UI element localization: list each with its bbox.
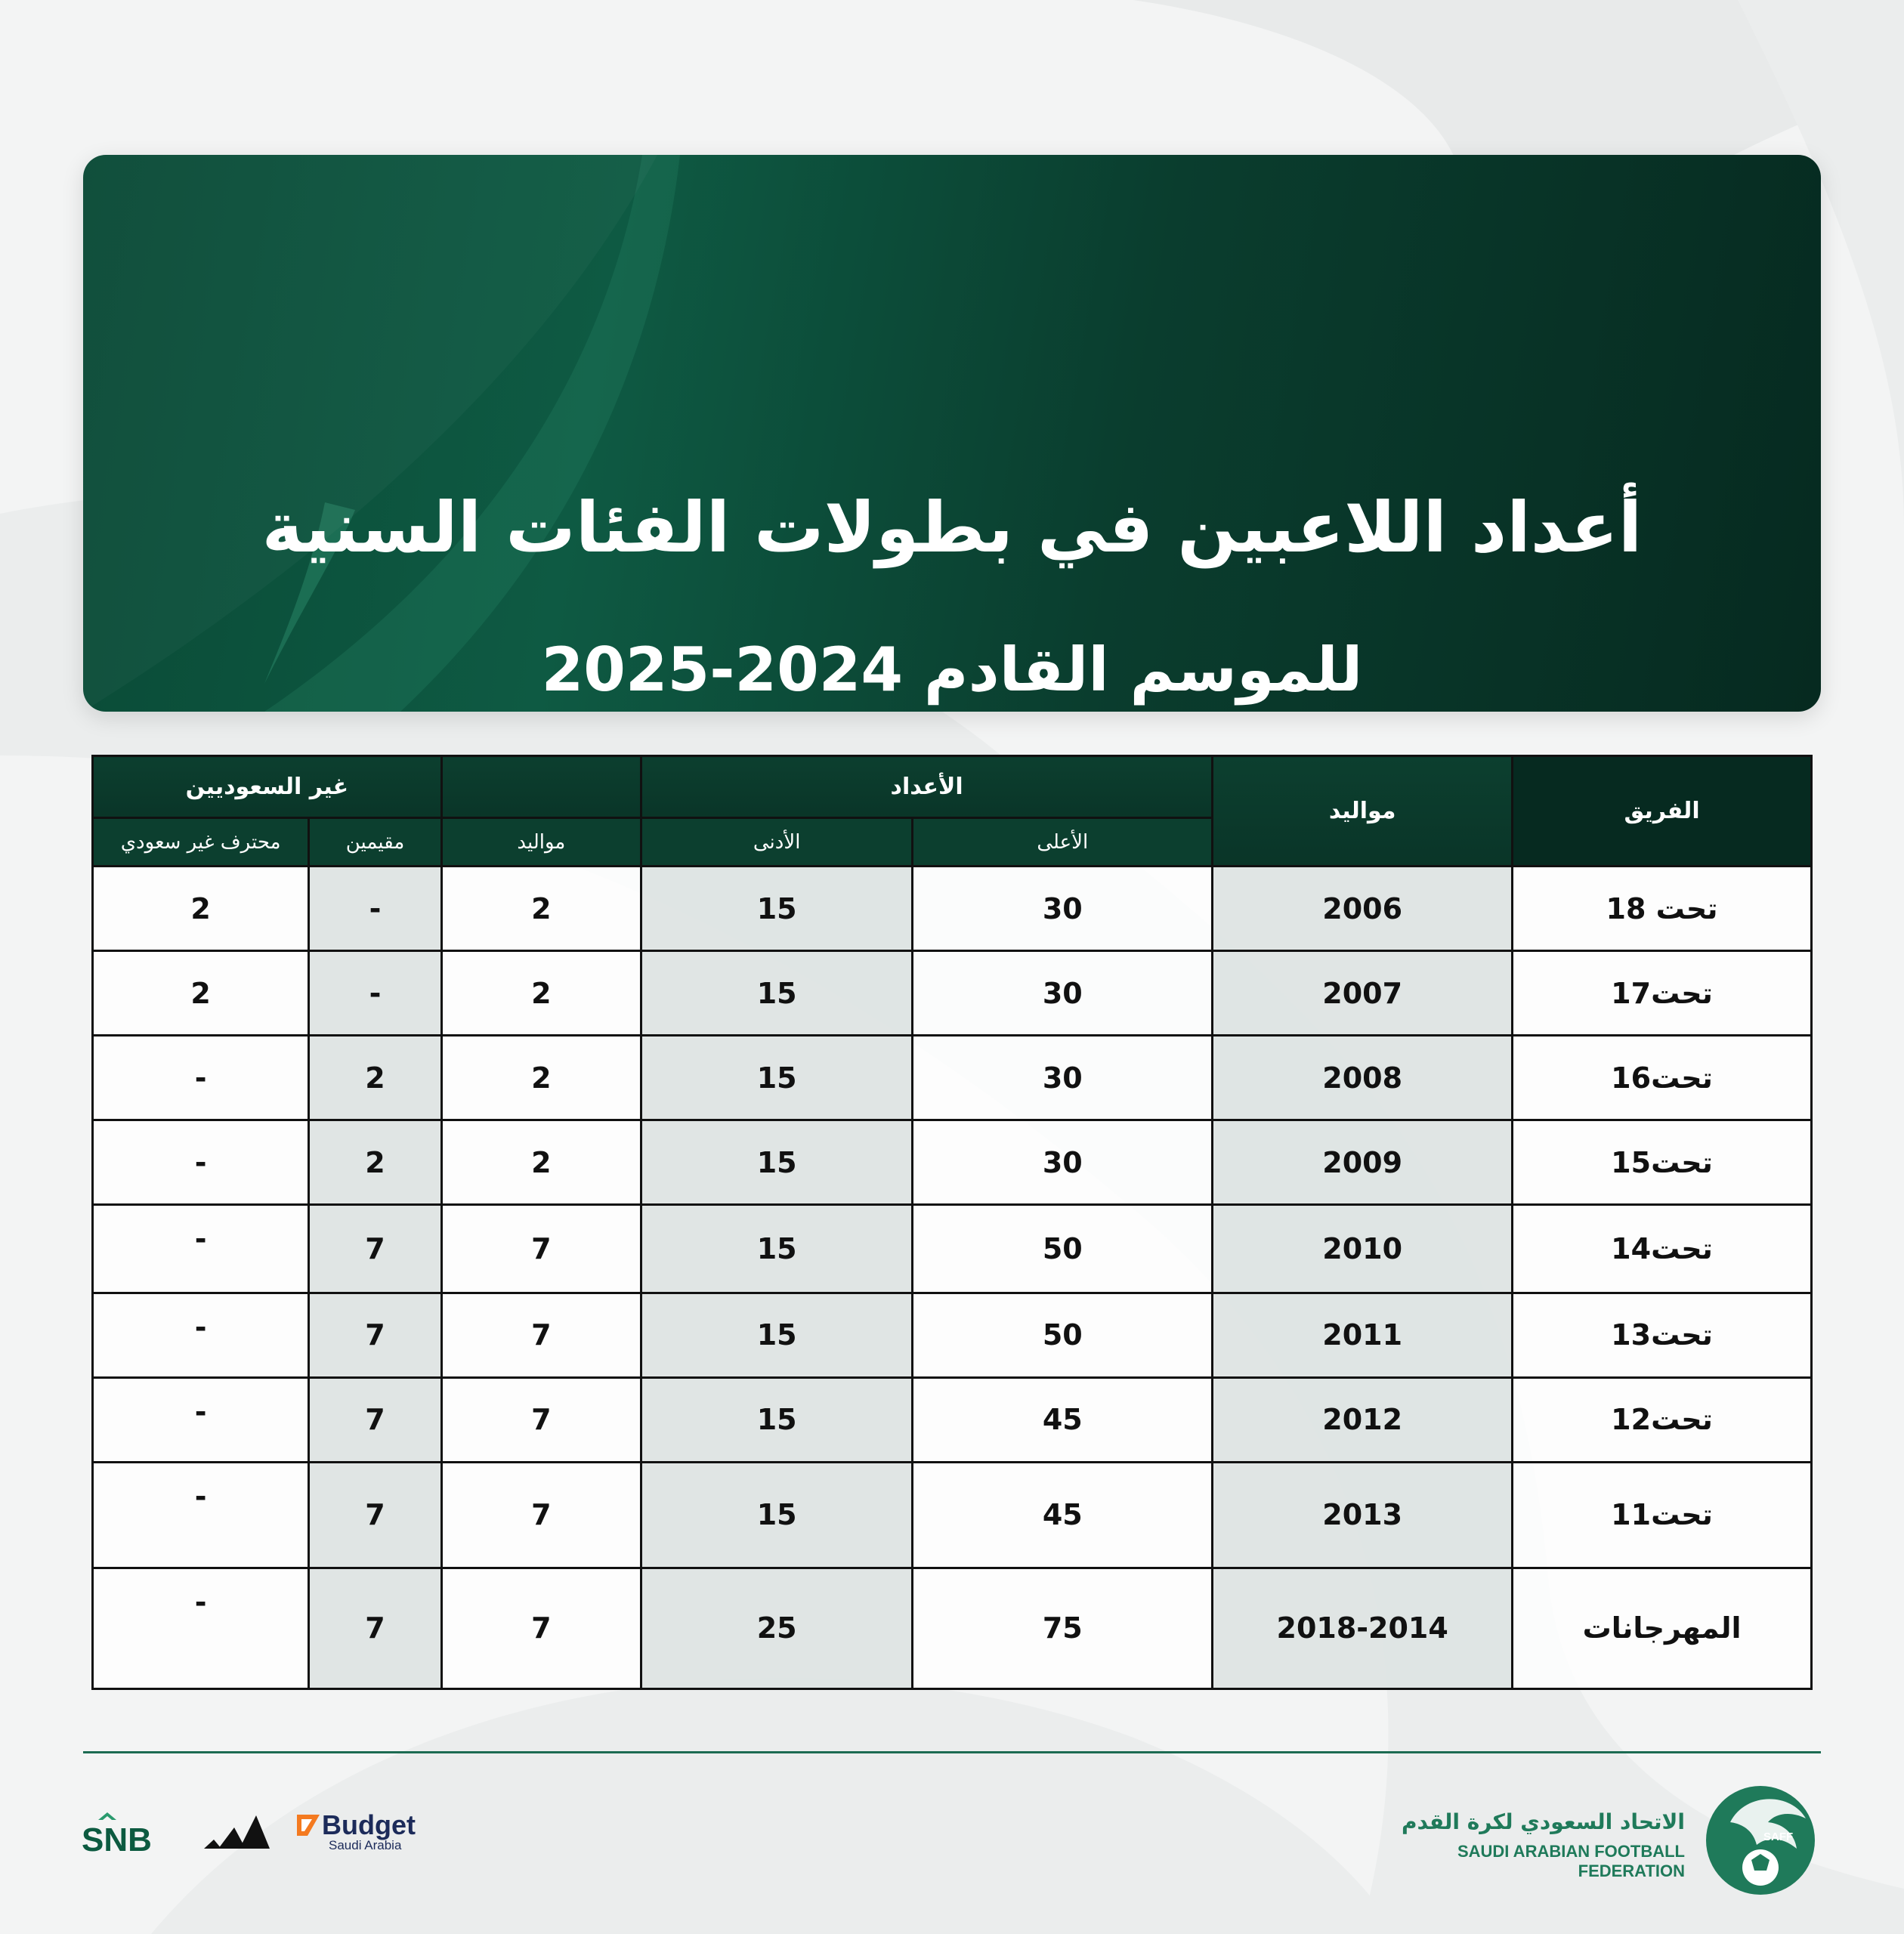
federation-name-en: SAUDI ARABIAN FOOTBALL FEDERATION bbox=[1457, 1842, 1685, 1880]
births-count-cell: 7 bbox=[441, 1377, 641, 1462]
page-subtitle: للموسم القادم 2024-2025 bbox=[541, 635, 1363, 705]
pro-cell: 2 bbox=[93, 867, 309, 951]
births-cell: 2010 bbox=[1213, 1205, 1513, 1293]
min-cell: 15 bbox=[641, 1036, 913, 1120]
max-cell: 50 bbox=[913, 1205, 1213, 1293]
births-count-cell: 2 bbox=[441, 951, 641, 1036]
pro-cell: - bbox=[93, 1377, 309, 1462]
header-births-sub: مواليد bbox=[441, 818, 641, 867]
residents-cell: 2 bbox=[309, 1120, 441, 1205]
table-row bbox=[93, 1462, 1812, 1568]
page-title: أعداد اللاعبين في بطولات الفئات السنية bbox=[261, 487, 1643, 568]
births-cell: 2018-2014 bbox=[1213, 1568, 1513, 1688]
title-banner bbox=[83, 155, 1821, 712]
residents-cell: - bbox=[309, 867, 441, 951]
table-row bbox=[93, 1120, 1812, 1205]
budget-sub: Saudi Arabia bbox=[329, 1838, 402, 1852]
team-cell: تحت15 bbox=[1513, 1120, 1812, 1205]
births-cell: 2008 bbox=[1213, 1036, 1513, 1120]
table-row bbox=[93, 1377, 1812, 1462]
max-cell: 75 bbox=[913, 1568, 1213, 1688]
max-cell: 30 bbox=[913, 1036, 1213, 1120]
max-cell: 45 bbox=[913, 1462, 1213, 1568]
budget-mark-icon bbox=[297, 1815, 320, 1836]
residents-cell: 7 bbox=[309, 1377, 441, 1462]
residents-cell: 7 bbox=[309, 1205, 441, 1293]
residents-cell: - bbox=[309, 951, 441, 1036]
snb-logo-text: SNB bbox=[82, 1821, 152, 1858]
team-cell: المهرجانات bbox=[1513, 1568, 1812, 1688]
header-pro-non-saudi: محترف غير سعودي bbox=[93, 818, 309, 867]
header-non-saudi: غير السعوديين bbox=[93, 756, 442, 818]
team-cell: تحت 18 bbox=[1513, 867, 1812, 951]
pro-cell: - bbox=[93, 1036, 309, 1120]
births-cell: 2011 bbox=[1213, 1293, 1513, 1377]
table-row bbox=[93, 1036, 1812, 1120]
table-row bbox=[93, 1293, 1812, 1377]
pro-cell: - bbox=[93, 1568, 309, 1688]
pro-cell: 2 bbox=[93, 951, 309, 1036]
max-cell: 50 bbox=[913, 1293, 1213, 1377]
saff-badge-text: SAFF bbox=[1763, 1831, 1794, 1843]
min-cell: 15 bbox=[641, 1205, 913, 1293]
header-max: الأعلى bbox=[913, 818, 1213, 867]
min-cell: 15 bbox=[641, 1293, 913, 1377]
team-cell: تحت12 bbox=[1513, 1377, 1812, 1462]
team-cell: تحت14 bbox=[1513, 1205, 1812, 1293]
births-count-cell: 2 bbox=[441, 867, 641, 951]
residents-cell: 2 bbox=[309, 1036, 441, 1120]
header-min: الأدنى bbox=[641, 818, 913, 867]
federation-name-ar: الاتحاد السعودي لكرة القدم bbox=[1402, 1809, 1685, 1834]
max-cell: 30 bbox=[913, 867, 1213, 951]
table-row bbox=[93, 1568, 1812, 1688]
max-cell: 45 bbox=[913, 1377, 1213, 1462]
residents-cell: 7 bbox=[309, 1293, 441, 1377]
pro-cell: - bbox=[93, 1293, 309, 1377]
births-cell: 2012 bbox=[1213, 1377, 1513, 1462]
min-cell: 25 bbox=[641, 1568, 913, 1688]
births-count-cell: 7 bbox=[441, 1205, 641, 1293]
max-cell: 30 bbox=[913, 1120, 1213, 1205]
births-cell: 2013 bbox=[1213, 1462, 1513, 1568]
saff-logo-icon bbox=[1700, 1777, 1821, 1898]
pro-cell: - bbox=[93, 1462, 309, 1568]
min-cell: 15 bbox=[641, 951, 913, 1036]
max-cell: 30 bbox=[913, 951, 1213, 1036]
header-team: الفريق bbox=[1513, 756, 1812, 867]
header-counts: الأعداد bbox=[641, 756, 1213, 818]
team-cell: تحت17 bbox=[1513, 951, 1812, 1036]
births-count-cell: 7 bbox=[441, 1462, 641, 1568]
births-cell: 2007 bbox=[1213, 951, 1513, 1036]
births-count-cell: 7 bbox=[441, 1293, 641, 1377]
births-cell: 2006 bbox=[1213, 867, 1513, 951]
team-cell: تحت16 bbox=[1513, 1036, 1812, 1120]
births-count-cell: 7 bbox=[441, 1568, 641, 1688]
footer-divider bbox=[83, 1751, 1821, 1753]
min-cell: 15 bbox=[641, 1462, 913, 1568]
min-cell: 15 bbox=[641, 867, 913, 951]
births-count-cell: 2 bbox=[441, 1120, 641, 1205]
budget-word: Budget bbox=[322, 1809, 416, 1840]
adidas-logo-icon bbox=[200, 1809, 272, 1855]
banner-decoration bbox=[83, 155, 1821, 712]
births-count-cell: 2 bbox=[441, 1036, 641, 1120]
table-row bbox=[93, 1205, 1812, 1293]
pro-cell: - bbox=[93, 1120, 309, 1205]
table-row bbox=[93, 951, 1812, 1036]
births-cell: 2009 bbox=[1213, 1120, 1513, 1205]
table-row bbox=[93, 867, 1812, 951]
header-births: مواليد bbox=[1213, 756, 1513, 867]
min-cell: 15 bbox=[641, 1120, 913, 1205]
team-cell: تحت13 bbox=[1513, 1293, 1812, 1377]
players-count-table bbox=[91, 755, 1813, 1690]
budget-logo bbox=[297, 1809, 416, 1853]
header-blank bbox=[441, 756, 641, 818]
min-cell: 15 bbox=[641, 1377, 913, 1462]
header-residents: مقيمين bbox=[309, 818, 441, 867]
residents-cell: 7 bbox=[309, 1568, 441, 1688]
residents-cell: 7 bbox=[309, 1462, 441, 1568]
pro-cell: - bbox=[93, 1205, 309, 1293]
team-cell: تحت11 bbox=[1513, 1462, 1812, 1568]
